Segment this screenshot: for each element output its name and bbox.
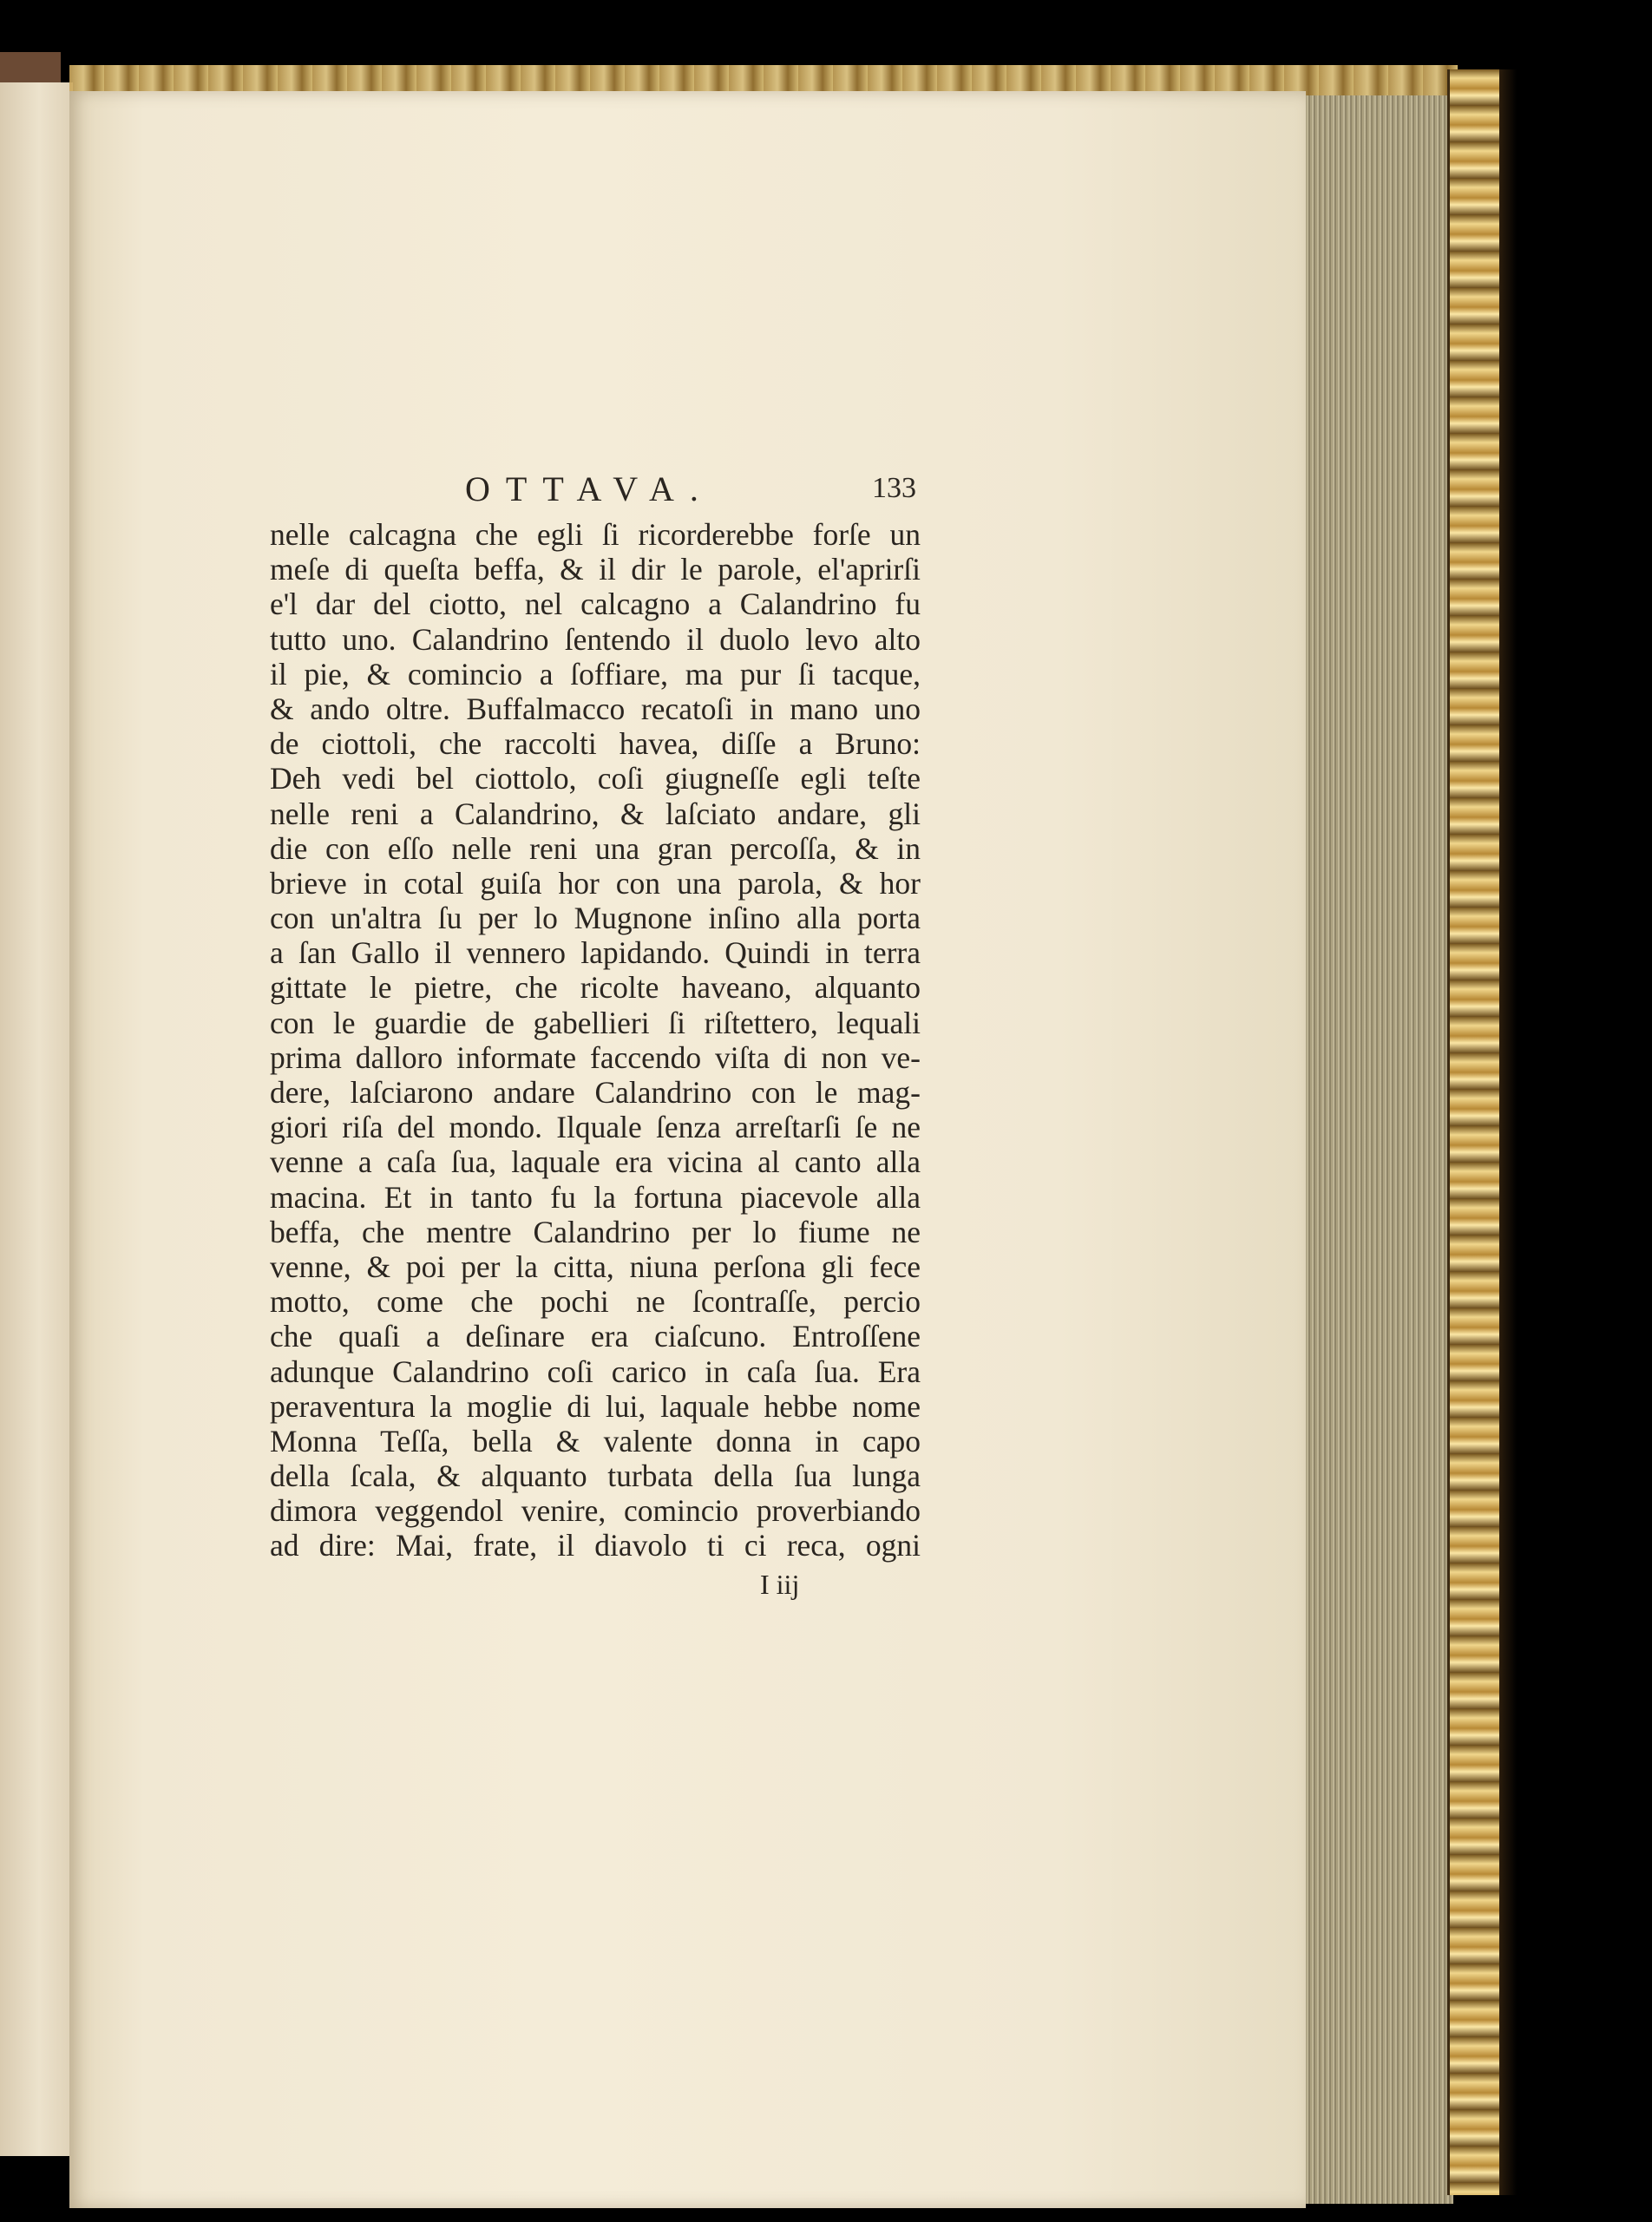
text-line: macina. Et in tanto fu la fortuna piacevole alla xyxy=(270,1179,921,1215)
text-line: peraventura la moglie di lui, laquale hebbe nome xyxy=(270,1388,921,1424)
text-line: dere, laſciarono andare Calandrino con le mag- xyxy=(270,1075,921,1110)
cover-shadow xyxy=(1499,69,1517,2195)
text-line: motto, come che pochi ne ſcontraſſe, percio xyxy=(270,1284,921,1320)
text-line: & ando oltre. Buffalmacco recatoſi in mano uno xyxy=(270,691,921,726)
text-line: ad dire: Mai, frate, il diavolo ti ci reca, ogni xyxy=(270,1528,921,1563)
text-line: giori riſa del mondo. Ilquale ſenza arreſtarſi ſe ne xyxy=(270,1110,921,1145)
text-line: meſe di queſta beffa, & il dir le parole, el'aprirſi xyxy=(270,552,921,587)
text-line: nelle reni a Calandrino, & laſciato andare, gli xyxy=(270,796,921,831)
running-head: OTTAVA. xyxy=(465,469,714,508)
text-line: dimora veggendol venire, comincio proverbiando xyxy=(270,1493,921,1529)
body-text xyxy=(270,517,921,1563)
text-line: de ciottoli, che raccolti havea, diſſe a Bruno: xyxy=(270,726,921,762)
text-line: Monna Teſſa, bella & valente donna in capo xyxy=(270,1423,921,1458)
text-line: Deh vedi bel ciottolo, coſi giugneſſe egli teſte xyxy=(270,761,921,796)
text-line: della ſcala, & alquanto turbata della ſua lunga xyxy=(270,1458,921,1494)
text-line: venne, & poi per la citta, niuna perſona gli fece xyxy=(270,1249,921,1284)
text-line: con le guardie de gabellieri ſi riſtettero, lequali xyxy=(270,1005,921,1040)
text-line: adunque Calandrino coſi carico in caſa ſua. Era xyxy=(270,1354,921,1389)
signature-mark-row xyxy=(270,1569,921,1603)
text-line: a ſan Gallo il vennero lapidando. Quindi in terra xyxy=(270,935,921,971)
text-line: che quaſi a deſinare era ciaſcuno. Entroſſene xyxy=(270,1319,921,1354)
text-line: brieve in cotal guiſa hor con una parola, & hor xyxy=(270,865,921,901)
text-line: beffa, che mentre Calandrino per lo fiume ne xyxy=(270,1214,921,1249)
signature-mark: I iij xyxy=(760,1568,800,1600)
text-line: gittate le pietre, che ricolte haveano, alquanto xyxy=(270,970,921,1006)
text-line: die con eſſo nelle reni una gran percoſſa, & in xyxy=(270,830,921,866)
text-line: con un'altra ſu per lo Mugnone inſino alla porta xyxy=(270,901,921,936)
text-line: prima dalloro informate faccendo viſta di non ve- xyxy=(270,1039,921,1075)
page-fore-edge xyxy=(1306,95,1453,2204)
text-line: tutto uno. Calandrino ſentendo il duolo levo alto xyxy=(270,621,921,657)
text-block xyxy=(270,469,921,1603)
gilded-cover-edge xyxy=(1447,69,1504,2195)
text-line: il pie, & comincio a ſoffiare, ma pur ſi tacque, xyxy=(270,656,921,692)
text-line: e'l dar del ciotto, nel calcagno a Calandrino fu xyxy=(270,587,921,622)
text-line: nelle calcagna che egli ſi ricorderebbe forſe un xyxy=(270,517,921,552)
page-number: 133 xyxy=(872,472,916,504)
page-header xyxy=(270,469,921,514)
left-cover-edge xyxy=(0,52,61,87)
text-line: venne a caſa ſua, laquale era vicina al canto alla xyxy=(270,1144,921,1180)
left-page-edge xyxy=(0,82,73,2156)
